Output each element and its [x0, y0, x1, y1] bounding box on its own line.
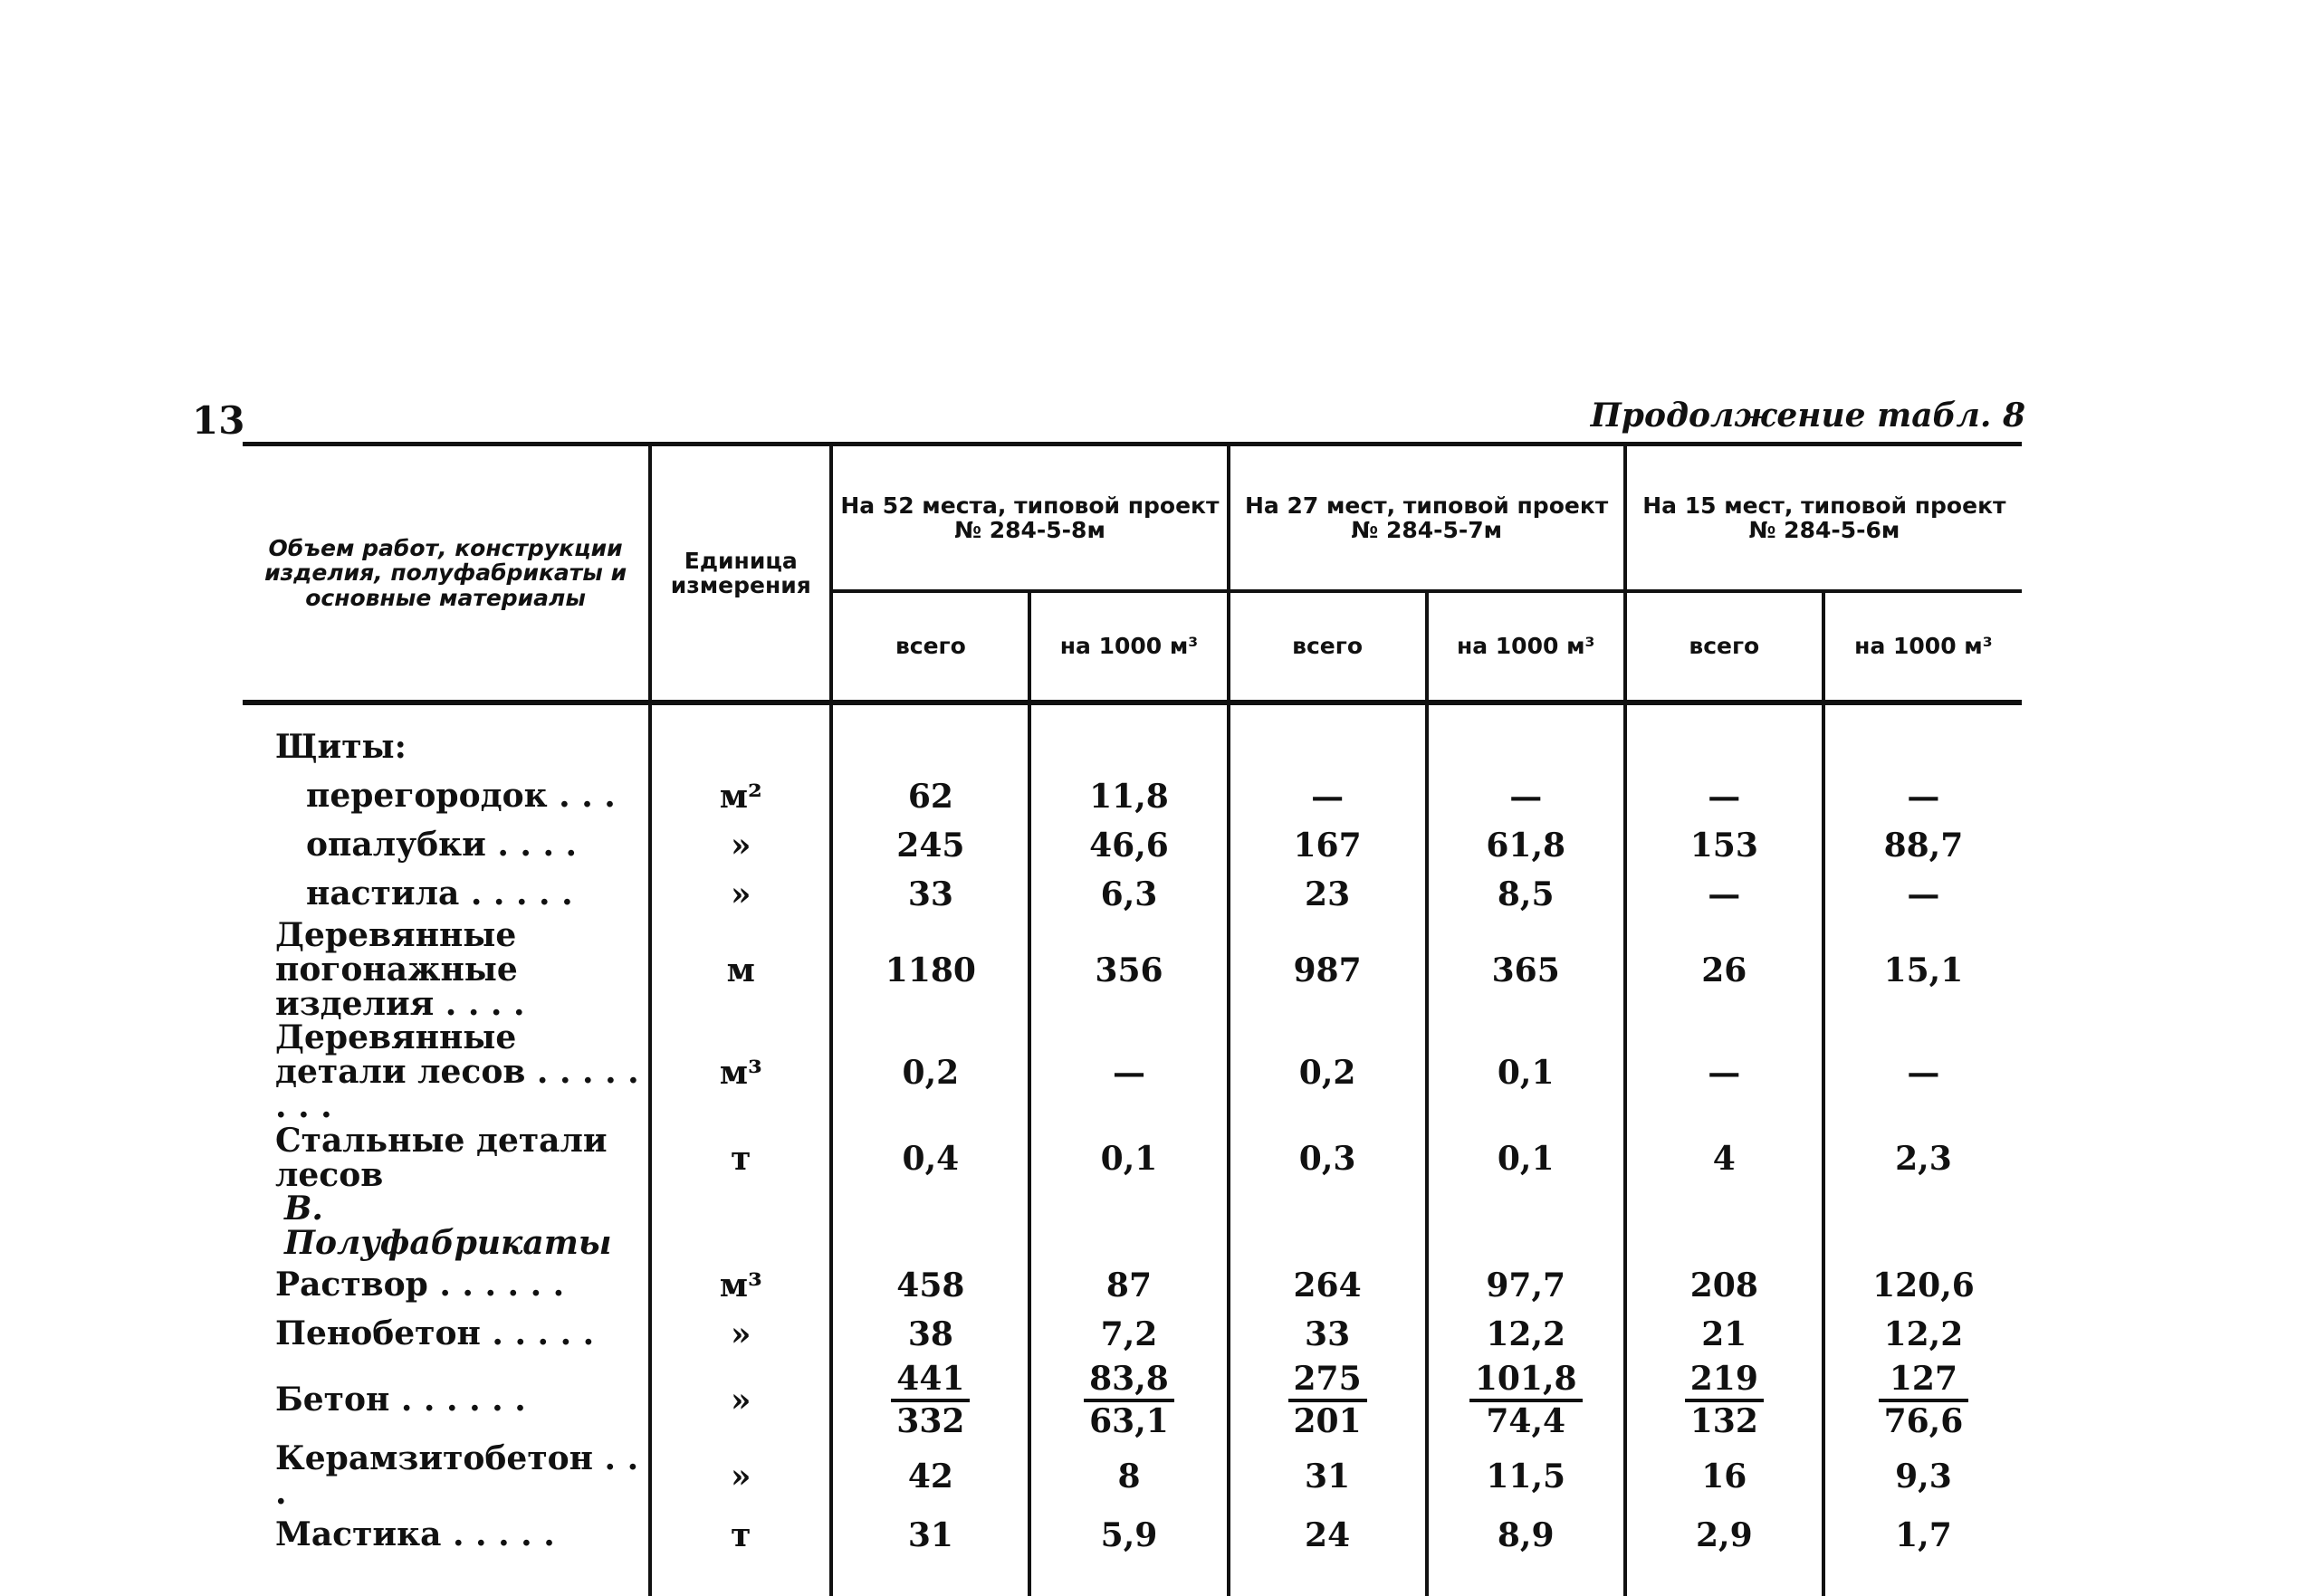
cell-value: 0,4 [831, 1124, 1029, 1193]
section-heading: В. Полуфабрикаты [284, 1190, 612, 1263]
fraction-denominator: 201 [1293, 1401, 1362, 1440]
fraction-denominator: 63,1 [1089, 1401, 1169, 1440]
cell-value: 8,5 [1427, 870, 1625, 919]
table-row [243, 1192, 2022, 1261]
row-unit: м² [650, 772, 831, 821]
cell-value: 11,8 [1029, 772, 1228, 821]
cell-value: — [1625, 772, 1823, 821]
header-group-15: На 15 мест, типовой проект № 284-5-6м [1625, 444, 2022, 592]
table-row [243, 1124, 2022, 1193]
cell-value: 120,6 [1823, 1261, 2022, 1310]
cell-value [1823, 723, 2022, 772]
row-unit [650, 723, 831, 772]
cell-value: 0,1 [1427, 1021, 1625, 1123]
cell-value: 87 [1029, 1261, 1228, 1310]
cell-value: — [1029, 1021, 1228, 1123]
row-name: Стальные детали лесов [275, 1121, 608, 1194]
cell-value: 4 [1625, 1124, 1823, 1193]
cell-value [1625, 1192, 1823, 1261]
cell-value: 11,5 [1427, 1442, 1625, 1511]
cell-value: 33 [1229, 1310, 1427, 1359]
row-name: Деревянные детали лесов . . . . . . . . [275, 1018, 639, 1125]
fraction-numerator: 101,8 [1469, 1360, 1583, 1402]
row-name: Бетон . . . . . . [275, 1381, 526, 1419]
cell-value: 2,3 [1823, 1124, 2022, 1193]
cell-value [1229, 1192, 1427, 1261]
cell-value [1029, 723, 1228, 772]
row-unit: т [650, 1511, 831, 1560]
row-name: Деревянные погонажные изделия . . . . [275, 916, 525, 1023]
cell-value: — [1823, 870, 2022, 919]
header-per-1000: на 1000 м³ [1427, 591, 1625, 702]
cell-value [831, 723, 1029, 772]
cell-value: 7,2 [1029, 1310, 1228, 1359]
fraction-numerator: 441 [891, 1360, 970, 1402]
cell-value: 0,2 [1229, 1021, 1427, 1123]
row-name: настила . . . . . [306, 874, 573, 913]
table-row [243, 1021, 2022, 1123]
row-name: Пенобетон . . . . . [275, 1314, 595, 1353]
header-per-1000: на 1000 м³ [1823, 591, 2022, 702]
row-unit [650, 1192, 831, 1261]
cell-value: 208 [1625, 1261, 1823, 1310]
table-row [243, 870, 2022, 919]
fraction-numerator: 127 [1879, 1360, 1969, 1402]
table-row [243, 821, 2022, 870]
cell-value: — [1823, 1021, 2022, 1123]
table-continuation-title: Продолжение табл. 8 [1590, 397, 2025, 435]
fraction-numerator: 83,8 [1084, 1360, 1174, 1402]
cell-value: — [1625, 870, 1823, 919]
fraction-denominator: 74,4 [1486, 1401, 1566, 1440]
cell-value: 2,9 [1625, 1511, 1823, 1560]
cell-value [1823, 1192, 2022, 1261]
cell-value: 38 [831, 1310, 1029, 1359]
cell-value: 33 [831, 870, 1029, 919]
row-unit: т [650, 1124, 831, 1193]
cell-value: 21 [1625, 1310, 1823, 1359]
table-row [243, 1442, 2022, 1511]
cell-value: — [1229, 772, 1427, 821]
fraction-denominator: 132 [1689, 1401, 1758, 1440]
table-row [243, 1359, 2022, 1442]
fraction-denominator: 332 [896, 1401, 965, 1440]
table-row [243, 1261, 2022, 1310]
cell-fraction [1427, 1359, 1625, 1442]
header-per-1000: на 1000 м³ [1029, 591, 1228, 702]
fraction-numerator: 219 [1685, 1360, 1764, 1402]
row-unit: м³ [650, 1021, 831, 1123]
row-name: опалубки . . . . [306, 826, 578, 865]
cell-fraction [1029, 1359, 1228, 1442]
cell-value: 16 [1625, 1442, 1823, 1511]
table-row [243, 919, 2022, 1021]
cell-value: 6,3 [1029, 870, 1228, 919]
row-unit: » [650, 1442, 831, 1511]
page-number: 13 [192, 398, 245, 443]
row-name: Керамзитобетон . . . [275, 1438, 639, 1512]
cell-value: 97,7 [1427, 1261, 1625, 1310]
cell-value [1229, 723, 1427, 772]
cell-value: 264 [1229, 1261, 1427, 1310]
cell-value: 88,7 [1823, 821, 2022, 870]
cell-value: 1,7 [1823, 1511, 2022, 1560]
header-group-27: На 27 мест, типовой проект № 284-5-7м [1229, 444, 1625, 592]
cell-value: 987 [1229, 919, 1427, 1021]
cell-fraction [831, 1359, 1029, 1442]
cell-fraction [1823, 1359, 2022, 1442]
cell-fraction [1625, 1359, 1823, 1442]
cell-value: — [1625, 1021, 1823, 1123]
cell-value: 31 [1229, 1442, 1427, 1511]
cell-value: 12,2 [1823, 1310, 2022, 1359]
row-name: Мастика . . . . . [275, 1515, 555, 1553]
row-name: Раствор . . . . . . [275, 1266, 565, 1305]
cell-value [831, 1192, 1029, 1261]
cell-value: 5,9 [1029, 1511, 1228, 1560]
row-unit: » [650, 821, 831, 870]
table-row [243, 1310, 2022, 1359]
cell-value: — [1823, 772, 2022, 821]
cell-value: 8,9 [1427, 1511, 1625, 1560]
cell-value: 61,8 [1427, 821, 1625, 870]
cell-value: 0,2 [831, 1021, 1029, 1123]
row-unit: » [650, 1310, 831, 1359]
header-total: всего [1625, 591, 1823, 702]
table-row [243, 772, 2022, 821]
cell-value: 31 [831, 1511, 1029, 1560]
cell-value: 1180 [831, 919, 1029, 1021]
cell-value: 24 [1229, 1511, 1427, 1560]
cell-value: — [1427, 772, 1625, 821]
cell-value: 15,1 [1823, 919, 2022, 1021]
row-unit: м³ [650, 1261, 831, 1310]
cell-value: 12,2 [1427, 1310, 1625, 1359]
cell-value: 62 [831, 772, 1029, 821]
table-row [243, 723, 2022, 772]
cell-value [1427, 1192, 1625, 1261]
cell-value: 42 [831, 1442, 1029, 1511]
cell-value: 458 [831, 1261, 1029, 1310]
cell-value: 167 [1229, 821, 1427, 870]
cell-value: 46,6 [1029, 821, 1228, 870]
row-unit: » [650, 1359, 831, 1442]
fraction-numerator: 275 [1288, 1360, 1367, 1402]
row-name: Щиты: [275, 728, 407, 767]
cell-value: 245 [831, 821, 1029, 870]
cell-fraction [1229, 1359, 1427, 1442]
header-unit-column: Единица измерения [650, 444, 831, 703]
cell-value: 9,3 [1823, 1442, 2022, 1511]
cell-value: 23 [1229, 870, 1427, 919]
table-row [243, 1511, 2022, 1560]
materials-table [243, 442, 2022, 1596]
cell-value: 0,1 [1029, 1124, 1228, 1193]
cell-value: 0,1 [1427, 1124, 1625, 1193]
fraction-denominator: 76,6 [1883, 1401, 1964, 1440]
cell-value [1029, 1192, 1228, 1261]
cell-value [1427, 723, 1625, 772]
row-unit: м [650, 919, 831, 1021]
cell-value: 365 [1427, 919, 1625, 1021]
header-name-column: Объем работ, конструкции изделия, полуфабрикаты и основные материалы [243, 444, 650, 703]
cell-value: 26 [1625, 919, 1823, 1021]
cell-value: 153 [1625, 821, 1823, 870]
cell-value [1625, 723, 1823, 772]
header-total: всего [831, 591, 1029, 702]
header-group-52: На 52 места, типовой проект № 284-5-8м [831, 444, 1228, 592]
row-name: перегородок . . . [306, 777, 616, 816]
cell-value: 356 [1029, 919, 1228, 1021]
header-total: всего [1229, 591, 1427, 702]
row-unit: » [650, 870, 831, 919]
cell-value: 8 [1029, 1442, 1228, 1511]
cell-value: 0,3 [1229, 1124, 1427, 1193]
